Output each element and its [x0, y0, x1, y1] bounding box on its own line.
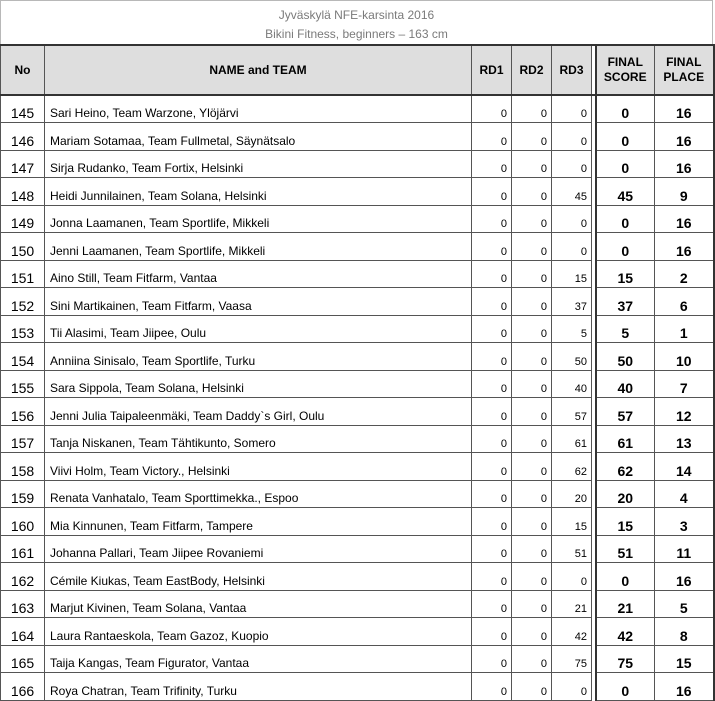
round1-score: 0 — [472, 673, 512, 701]
round2-score: 0 — [512, 508, 552, 536]
table-row — [1, 343, 714, 371]
round1-score: 0 — [472, 618, 512, 646]
competitor-name-team: Sari Heino, Team Warzone, Ylöjärvi — [45, 95, 472, 123]
final-score: 21 — [596, 590, 655, 618]
round2-score: 0 — [512, 260, 552, 288]
final-score: 0 — [596, 233, 655, 261]
final-place: 9 — [655, 178, 714, 206]
final-score: 0 — [596, 673, 655, 701]
round1-score: 0 — [472, 205, 512, 233]
table-row — [1, 398, 714, 426]
round3-score: 0 — [552, 673, 592, 701]
round3-score: 62 — [552, 453, 592, 481]
final-place: 16 — [655, 563, 714, 591]
round1-score: 0 — [472, 343, 512, 371]
round1-score: 0 — [472, 425, 512, 453]
table-row — [1, 123, 714, 151]
results-body — [1, 95, 714, 700]
competitor-name-team: Aino Still, Team Fitfarm, Vantaa — [45, 260, 472, 288]
competitor-number: 159 — [1, 480, 45, 508]
competitor-number: 163 — [1, 590, 45, 618]
table-row — [1, 590, 714, 618]
column-header-rd2: RD2 — [512, 45, 552, 95]
competitor-number: 153 — [1, 315, 45, 343]
competitor-name-team: Cémile Kiukas, Team EastBody, Helsinki — [45, 563, 472, 591]
round3-score: 50 — [552, 343, 592, 371]
competitor-name-team: Jonna Laamanen, Team Sportlife, Mikkeli — [45, 205, 472, 233]
competitor-name-team: Jenni Julia Taipaleenmäki, Team Daddy`s Girl, Oulu — [45, 398, 472, 426]
competitor-name-team: Tii Alasimi, Team Jiipee, Oulu — [45, 315, 472, 343]
final-place: 4 — [655, 480, 714, 508]
competitor-name-team: Sirja Rudanko, Team Fortix, Helsinki — [45, 150, 472, 178]
competitor-number: 148 — [1, 178, 45, 206]
competitor-number: 152 — [1, 288, 45, 316]
competitor-name-team: Johanna Pallari, Team Jiipee Rovaniemi — [45, 535, 472, 563]
round2-score: 0 — [512, 453, 552, 481]
competitor-name-team: Marjut Kivinen, Team Solana, Vantaa — [45, 590, 472, 618]
round3-score: 0 — [552, 123, 592, 151]
competitor-name-team: Mia Kinnunen, Team Fitfarm, Tampere — [45, 508, 472, 536]
final-place: 16 — [655, 673, 714, 701]
competitor-name-team: Mariam Sotamaa, Team Fullmetal, Säynätsalo — [45, 123, 472, 151]
round1-score: 0 — [472, 150, 512, 178]
final-score: 0 — [596, 150, 655, 178]
column-header-rd1: RD1 — [472, 45, 512, 95]
final-place: 11 — [655, 535, 714, 563]
round3-score: 75 — [552, 645, 592, 673]
class-subtitle: Bikini Fitness, beginners – 163 cm — [265, 27, 448, 41]
header-row — [1, 45, 714, 95]
column-header-name: NAME and TEAM — [45, 45, 472, 95]
column-header-no: No — [1, 45, 45, 95]
competitor-name-team: Roya Chatran, Team Trifinity, Turku — [45, 673, 472, 701]
round2-score: 0 — [512, 673, 552, 701]
competitor-number: 146 — [1, 123, 45, 151]
round2-score: 0 — [512, 233, 552, 261]
competitor-name-team: Taija Kangas, Team Figurator, Vantaa — [45, 645, 472, 673]
final-place: 3 — [655, 508, 714, 536]
round2-score: 0 — [512, 618, 552, 646]
round2-score: 0 — [512, 370, 552, 398]
round2-score: 0 — [512, 425, 552, 453]
table-row — [1, 233, 714, 261]
table-row — [1, 618, 714, 646]
final-score: 51 — [596, 535, 655, 563]
round1-score: 0 — [472, 563, 512, 591]
competitor-number: 155 — [1, 370, 45, 398]
final-score-label-line1: FINAL — [607, 55, 643, 69]
final-place: 16 — [655, 233, 714, 261]
competitor-name-team: Anniina Sinisalo, Team Sportlife, Turku — [45, 343, 472, 371]
round3-score: 20 — [552, 480, 592, 508]
round2-score: 0 — [512, 535, 552, 563]
competitor-name-team: Jenni Laamanen, Team Sportlife, Mikkeli — [45, 233, 472, 261]
round3-score: 15 — [552, 508, 592, 536]
table-row — [1, 508, 714, 536]
round3-score: 0 — [552, 150, 592, 178]
final-score: 0 — [596, 123, 655, 151]
competitor-number: 150 — [1, 233, 45, 261]
table-row — [1, 673, 714, 701]
round1-score: 0 — [472, 95, 512, 123]
table-row — [1, 535, 714, 563]
final-place: 16 — [655, 123, 714, 151]
table-row — [1, 480, 714, 508]
round2-score: 0 — [512, 563, 552, 591]
competitor-number: 160 — [1, 508, 45, 536]
final-score: 0 — [596, 563, 655, 591]
final-score: 45 — [596, 178, 655, 206]
table-row — [1, 370, 714, 398]
final-score: 0 — [596, 205, 655, 233]
round2-score: 0 — [512, 315, 552, 343]
competitor-name-team: Renata Vanhatalo, Team Sporttimekka., Espoo — [45, 480, 472, 508]
final-place-label-line2: PLACE — [663, 70, 705, 84]
round3-score: 15 — [552, 260, 592, 288]
round2-score: 0 — [512, 288, 552, 316]
competitor-number: 151 — [1, 260, 45, 288]
competitor-name-team: Viivi Holm, Team Victory., Helsinki — [45, 453, 472, 481]
round3-score: 61 — [552, 425, 592, 453]
competitor-name-team: Tanja Niskanen, Team Tähtikunto, Somero — [45, 425, 472, 453]
round3-score: 0 — [552, 95, 592, 123]
table-row — [1, 563, 714, 591]
round1-score: 0 — [472, 453, 512, 481]
results-table — [0, 44, 715, 701]
final-place: 13 — [655, 425, 714, 453]
final-place: 1 — [655, 315, 714, 343]
final-place-label-line1: FINAL — [666, 55, 702, 69]
round1-score: 0 — [472, 508, 512, 536]
round3-score: 37 — [552, 288, 592, 316]
competitor-name-team: Heidi Junnilainen, Team Solana, Helsinki — [45, 178, 472, 206]
table-row — [1, 645, 714, 673]
round2-score: 0 — [512, 178, 552, 206]
competitor-name-team: Sara Sippola, Team Solana, Helsinki — [45, 370, 472, 398]
round1-score: 0 — [472, 233, 512, 261]
final-score: 62 — [596, 453, 655, 481]
competitor-number: 154 — [1, 343, 45, 371]
round3-score: 51 — [552, 535, 592, 563]
table-row — [1, 205, 714, 233]
round1-score: 0 — [472, 315, 512, 343]
competitor-number: 162 — [1, 563, 45, 591]
round3-score: 42 — [552, 618, 592, 646]
final-place: 10 — [655, 343, 714, 371]
competitor-number: 147 — [1, 150, 45, 178]
final-score: 20 — [596, 480, 655, 508]
round3-score: 21 — [552, 590, 592, 618]
round2-score: 0 — [512, 343, 552, 371]
final-place: 15 — [655, 645, 714, 673]
round1-score: 0 — [472, 535, 512, 563]
column-header-final-place — [655, 45, 714, 95]
final-score: 37 — [596, 288, 655, 316]
final-place: 12 — [655, 398, 714, 426]
round2-score: 0 — [512, 590, 552, 618]
round3-score: 0 — [552, 205, 592, 233]
round1-score: 0 — [472, 178, 512, 206]
column-header-final-score — [596, 45, 655, 95]
competitor-number: 161 — [1, 535, 45, 563]
round2-score: 0 — [512, 205, 552, 233]
round1-score: 0 — [472, 590, 512, 618]
final-place: 2 — [655, 260, 714, 288]
column-header-rd3: RD3 — [552, 45, 592, 95]
final-score: 5 — [596, 315, 655, 343]
final-score-label-line2: SCORE — [603, 70, 647, 84]
competitor-number: 166 — [1, 673, 45, 701]
final-score: 50 — [596, 343, 655, 371]
table-row — [1, 95, 714, 123]
table-row — [1, 288, 714, 316]
table-row — [1, 178, 714, 206]
final-score: 40 — [596, 370, 655, 398]
round1-score: 0 — [472, 288, 512, 316]
round1-score: 0 — [472, 260, 512, 288]
competitor-number: 149 — [1, 205, 45, 233]
final-place: 16 — [655, 205, 714, 233]
round3-score: 45 — [552, 178, 592, 206]
round1-score: 0 — [472, 123, 512, 151]
round2-score: 0 — [512, 95, 552, 123]
round3-score: 5 — [552, 315, 592, 343]
table-row — [1, 315, 714, 343]
final-place: 6 — [655, 288, 714, 316]
final-score: 61 — [596, 425, 655, 453]
final-place: 7 — [655, 370, 714, 398]
final-place: 8 — [655, 618, 714, 646]
competitor-number: 165 — [1, 645, 45, 673]
sheet-header — [0, 0, 713, 44]
final-score: 0 — [596, 95, 655, 123]
final-place: 16 — [655, 95, 714, 123]
round2-score: 0 — [512, 150, 552, 178]
final-score: 57 — [596, 398, 655, 426]
final-place: 5 — [655, 590, 714, 618]
competitor-number: 156 — [1, 398, 45, 426]
table-row — [1, 453, 714, 481]
round2-score: 0 — [512, 123, 552, 151]
round2-score: 0 — [512, 398, 552, 426]
table-row — [1, 425, 714, 453]
table-row — [1, 260, 714, 288]
round2-score: 0 — [512, 645, 552, 673]
competitor-name-team: Sini Martikainen, Team Fitfarm, Vaasa — [45, 288, 472, 316]
competition-title: Jyväskylä NFE-karsinta 2016 — [278, 8, 435, 22]
round1-score: 0 — [472, 480, 512, 508]
round3-score: 57 — [552, 398, 592, 426]
final-score: 75 — [596, 645, 655, 673]
competitor-number: 164 — [1, 618, 45, 646]
round3-score: 0 — [552, 563, 592, 591]
competitor-name-team: Laura Rantaeskola, Team Gazoz, Kuopio — [45, 618, 472, 646]
final-score: 15 — [596, 260, 655, 288]
competitor-number: 145 — [1, 95, 45, 123]
final-score: 42 — [596, 618, 655, 646]
table-row — [1, 150, 714, 178]
round3-score: 40 — [552, 370, 592, 398]
round3-score: 0 — [552, 233, 592, 261]
competitor-number: 158 — [1, 453, 45, 481]
final-place: 14 — [655, 453, 714, 481]
round1-score: 0 — [472, 370, 512, 398]
final-place: 16 — [655, 150, 714, 178]
round1-score: 0 — [472, 398, 512, 426]
competitor-number: 157 — [1, 425, 45, 453]
round1-score: 0 — [472, 645, 512, 673]
final-score: 15 — [596, 508, 655, 536]
round2-score: 0 — [512, 480, 552, 508]
